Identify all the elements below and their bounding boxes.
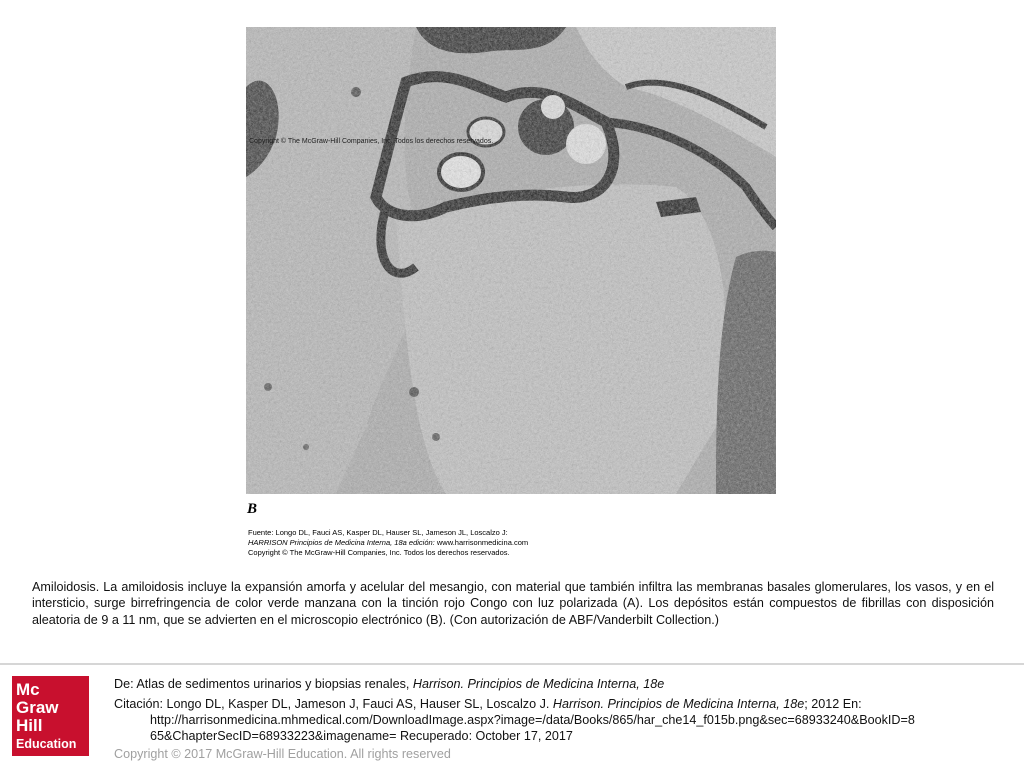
panel-label: B	[247, 501, 258, 517]
figure-source-url: www.harrisonmedicina.com	[436, 538, 529, 547]
figure-source-line3: Copyright © The McGraw-Hill Companies, Inc. Todos los derechos reservados.	[248, 548, 510, 557]
figure-source	[248, 528, 768, 558]
copyright-notice: Copyright © 2017 McGraw-Hill Education. All rights reserved	[114, 747, 451, 761]
logo-line-graw: Graw	[16, 698, 59, 717]
footer-source-title: Harrison. Principios de Medicina Interna, 18e	[412, 677, 665, 691]
footer-citation	[114, 696, 1012, 744]
figure-caption: Amiloidosis. La amiloidosis incluye la expansión amorfa y acelular del mesangio, con material que también infiltra las membranas basales glomerulares, los vasos, y en el intersticio, surge birrefringencia de color verde manzana con la tinción rojo Congo con luz polarizada (A). Los depósitos están compuestos de fibrillas con disposición aleatoria de 9 a 11 nm, que se advierten en el microscopio electrónico (B). (Con autorización de ABF/Vanderbilt Collection.)	[32, 580, 994, 627]
micrograph-image	[246, 27, 776, 494]
footer-source-prefix: De: Atlas de sedimentos urinarios y biopsias renales,	[114, 677, 413, 691]
citation-url-line1[interactable]: http://harrisonmedicina.mhmedical.com/DownloadImage.aspx?image=/data/Books/865/har_che14_f015b.png&sec=68933240&BookID=8	[150, 713, 915, 727]
citation-title: Harrison. Principios de Medicina Interna, 18e	[552, 697, 805, 711]
logo-line-hill: Hill	[16, 716, 43, 735]
footer-divider	[0, 663, 1024, 665]
figure-source-line1: Fuente: Longo DL, Fauci AS, Kasper DL, Hauser SL, Jameson JL, Loscalzo J:	[248, 528, 508, 537]
citation-prefix: Citación: Longo DL, Kasper DL, Jameson J, Fauci AS, Hauser SL, Loscalzo J.	[114, 697, 553, 711]
micrograph-watermark: Copyright © The McGraw-Hill Companies, Inc. Todos los derechos reservados.	[249, 138, 494, 145]
citation-suffix: ; 2012 En:	[804, 697, 862, 711]
mcgraw-hill-education-logo	[12, 676, 89, 756]
figure-source-title: HARRISON Principios de Medicina Interna, 18a edición:	[248, 538, 435, 547]
footer-source	[114, 676, 664, 692]
logo-line-mc: Mc	[16, 680, 40, 699]
figure	[246, 27, 776, 564]
logo-line-education: Education	[16, 737, 77, 751]
citation-url-line2: 65&ChapterSecID=68933223&imagename= Recuperado: October 17, 2017	[150, 729, 573, 743]
figure-source-line2	[248, 538, 768, 548]
